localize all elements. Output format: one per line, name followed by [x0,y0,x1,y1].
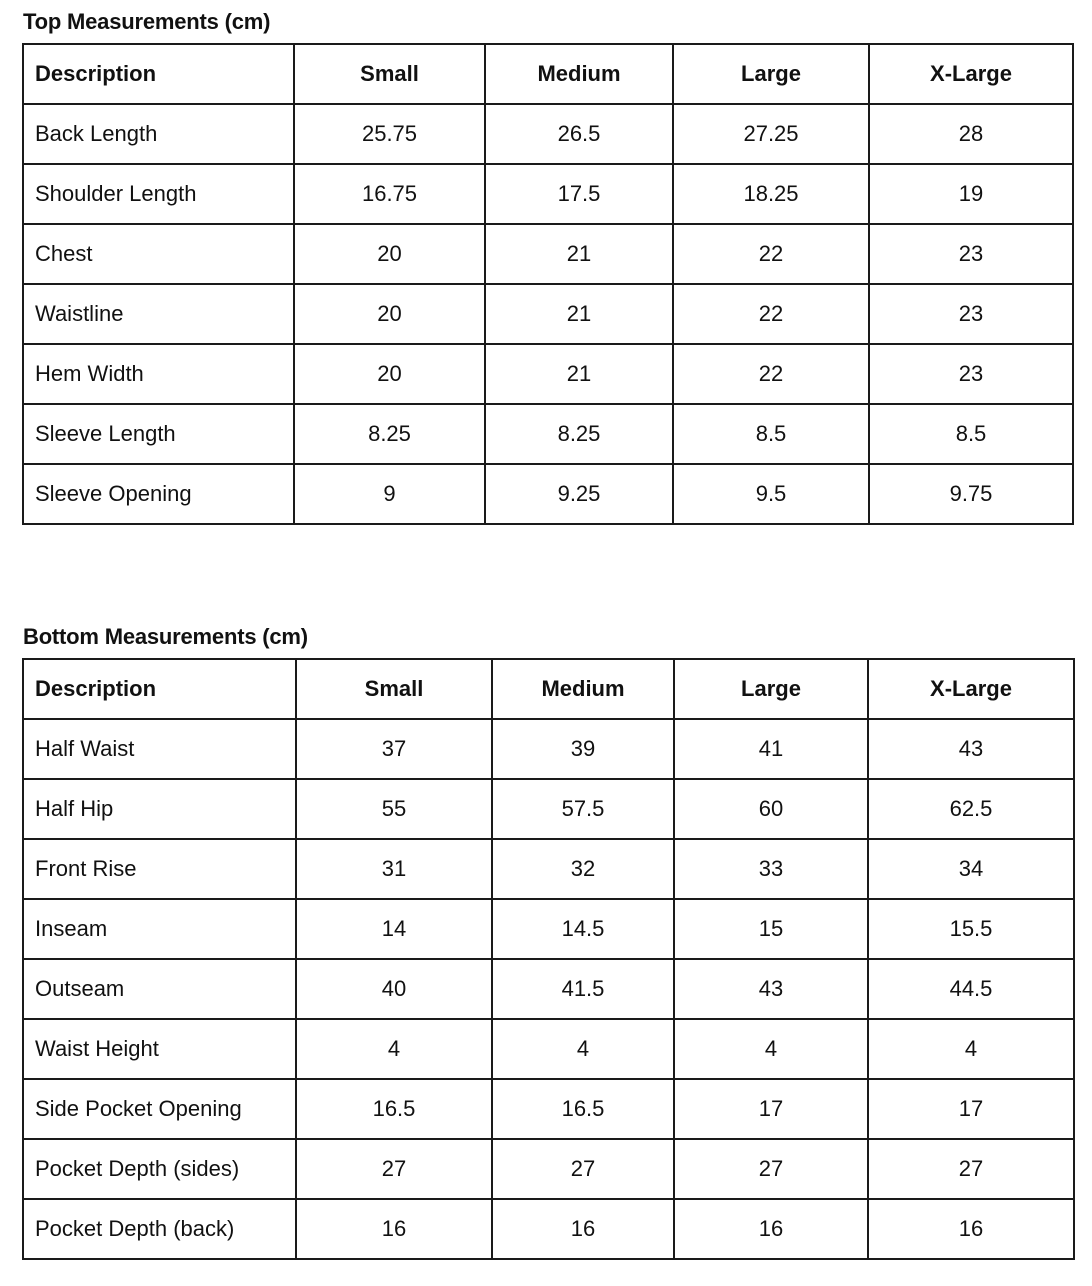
measurement-cell: 16.5 [492,1079,674,1139]
measurement-cell: 22 [673,224,869,284]
table-row [23,899,1074,959]
measurement-cell: 55 [296,779,492,839]
measurement-cell: 16 [296,1199,492,1259]
measurement-cell: 37 [296,719,492,779]
measurement-cell: 40 [296,959,492,1019]
measurement-cell: 20 [294,344,485,404]
measurement-cell: 43 [868,719,1074,779]
row-label: Shoulder Length [23,164,294,224]
measurement-cell: 32 [492,839,674,899]
measurement-cell: 9.75 [869,464,1073,524]
column-header-x-large: X-Large [868,659,1074,719]
table-row [23,779,1074,839]
table-row [23,104,1073,164]
row-label: Inseam [23,899,296,959]
row-label: Back Length [23,104,294,164]
top-measurements-table [22,43,1074,525]
measurement-cell: 9 [294,464,485,524]
column-header-large: Large [673,44,869,104]
column-header-medium: Medium [485,44,673,104]
measurement-cell: 26.5 [485,104,673,164]
measurement-cell: 39 [492,719,674,779]
bottom-measurements-table [22,658,1075,1260]
table-row [23,284,1073,344]
row-label: Chest [23,224,294,284]
row-label: Outseam [23,959,296,1019]
measurement-cell: 20 [294,284,485,344]
measurement-cell: 17.5 [485,164,673,224]
measurement-cell: 8.5 [673,404,869,464]
row-label: Front Rise [23,839,296,899]
table-row [23,1079,1074,1139]
row-label: Hem Width [23,344,294,404]
measurement-cell: 41 [674,719,868,779]
row-label: Pocket Depth (back) [23,1199,296,1259]
measurement-cell: 60 [674,779,868,839]
column-header-small: Small [296,659,492,719]
row-label: Waistline [23,284,294,344]
measurement-cell: 14 [296,899,492,959]
measurement-cell: 23 [869,284,1073,344]
measurement-cell: 34 [868,839,1074,899]
measurement-cell: 25.75 [294,104,485,164]
table-row [23,224,1073,284]
measurement-cell: 8.25 [485,404,673,464]
table-row [23,464,1073,524]
measurement-cell: 18.25 [673,164,869,224]
row-label: Half Hip [23,779,296,839]
measurement-cell: 27 [492,1139,674,1199]
measurement-cell: 17 [868,1079,1074,1139]
measurement-cell: 9.25 [485,464,673,524]
measurement-cell: 8.5 [869,404,1073,464]
measurement-cell: 27 [296,1139,492,1199]
measurement-cell: 44.5 [868,959,1074,1019]
measurement-cell: 21 [485,224,673,284]
bottom-measurements-title: Bottom Measurements (cm) [23,624,308,649]
row-label: Pocket Depth (sides) [23,1139,296,1199]
measurement-cell: 21 [485,284,673,344]
row-label: Waist Height [23,1019,296,1079]
table-row [23,164,1073,224]
column-header-description: Description [23,44,294,104]
measurement-cell: 57.5 [492,779,674,839]
measurement-cell: 31 [296,839,492,899]
measurement-cell: 43 [674,959,868,1019]
row-label: Sleeve Length [23,404,294,464]
table-row [23,1139,1074,1199]
column-header-medium: Medium [492,659,674,719]
measurement-cell: 21 [485,344,673,404]
measurement-cell: 27 [868,1139,1074,1199]
row-label: Side Pocket Opening [23,1079,296,1139]
measurement-cell: 23 [869,344,1073,404]
measurement-cell: 33 [674,839,868,899]
measurement-cell: 16 [868,1199,1074,1259]
measurement-cell: 19 [869,164,1073,224]
table-header-row [23,659,1074,719]
measurement-cell: 16.75 [294,164,485,224]
measurement-cell: 41.5 [492,959,674,1019]
table-row [23,404,1073,464]
column-header-large: Large [674,659,868,719]
measurement-cell: 9.5 [673,464,869,524]
column-header-small: Small [294,44,485,104]
measurement-cell: 22 [673,344,869,404]
measurement-cell: 28 [869,104,1073,164]
measurement-cell: 23 [869,224,1073,284]
column-header-description: Description [23,659,296,719]
measurement-cell: 15.5 [868,899,1074,959]
measurement-cell: 15 [674,899,868,959]
row-label: Half Waist [23,719,296,779]
measurement-cell: 62.5 [868,779,1074,839]
measurement-cell: 17 [674,1079,868,1139]
measurement-cell: 14.5 [492,899,674,959]
measurement-cell: 16 [492,1199,674,1259]
measurement-cell: 16 [674,1199,868,1259]
measurement-cell: 8.25 [294,404,485,464]
measurement-cell: 20 [294,224,485,284]
measurement-cell: 27 [674,1139,868,1199]
row-label: Sleeve Opening [23,464,294,524]
column-header-x-large: X-Large [869,44,1073,104]
measurement-cell: 27.25 [673,104,869,164]
table-row [23,719,1074,779]
measurement-cell: 16.5 [296,1079,492,1139]
table-row [23,959,1074,1019]
table-row [23,1199,1074,1259]
table-row [23,839,1074,899]
measurement-cell: 4 [492,1019,674,1079]
measurement-cell: 4 [674,1019,868,1079]
table-row [23,344,1073,404]
table-header-row [23,44,1073,104]
measurement-cell: 4 [296,1019,492,1079]
measurement-cell: 4 [868,1019,1074,1079]
top-measurements-title: Top Measurements (cm) [23,9,271,34]
table-row [23,1019,1074,1079]
measurement-cell: 22 [673,284,869,344]
